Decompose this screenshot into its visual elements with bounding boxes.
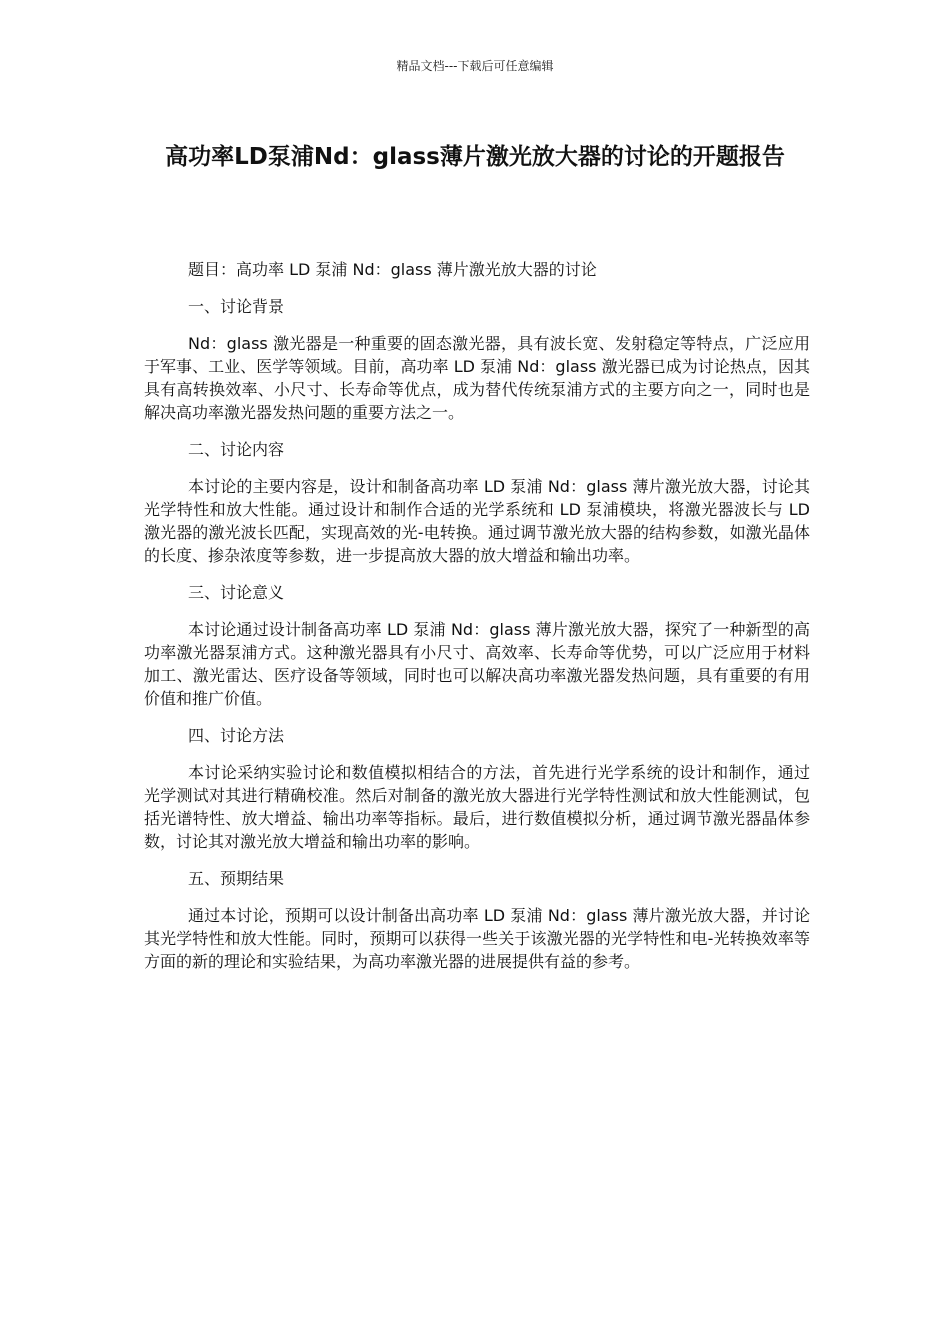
- section-heading-method: 四、讨论方法: [188, 726, 285, 745]
- section-paragraph-background: Nd：glass 激光器是一种重要的固态激光器，具有波长宽、发射稳定等特点，广泛应用于军事、工业、医学等领域。目前，高功率 LD 泵浦 Nd：glass 激光器已成为讨论热点，因其具有高转换效率、小尺寸、长寿命等优点，成为替代传统泵浦方式的主要方向之一，同时也是解决高功率激光器发热问题的重要方法之一。: [144, 334, 810, 422]
- section-heading-background: 一、讨论背景: [188, 297, 285, 316]
- section-paragraph-content: 本讨论的主要内容是，设计和制备高功率 LD 泵浦 Nd：glass 薄片激光放大器，讨论其光学特性和放大性能。通过设计和制作合适的光学系统和 LD 泵浦模块，将激光器波长与 LD 激光器的激光波长匹配，实现高效的光-电转换。通过调节激光放大器的结构参数，如激光晶体的长度、掺杂浓度等参数，进一步提高放大器的放大增益和输出功率。: [144, 477, 810, 565]
- section-heading-expected-results: 五、预期结果: [188, 869, 285, 888]
- section-heading-significance: 三、讨论意义: [188, 583, 285, 602]
- section-paragraph-method: 本讨论采纳实验讨论和数值模拟相结合的方法，首先进行光学系统的设计和制作，通过光学测试对其进行精确校准。然后对制备的激光放大器进行光学特性测试和放大性能测试，包括光谱特性、放大增益、输出功率等指标。最后，进行数值模拟分析，通过调节激光器晶体参数，讨论其对激光放大增益和输出功率的影响。: [144, 763, 810, 851]
- subject-line: 题目：高功率 LD 泵浦 Nd：glass 薄片激光放大器的讨论: [188, 260, 597, 279]
- section-paragraph-expected-results: 通过本讨论，预期可以设计制备出高功率 LD 泵浦 Nd：glass 薄片激光放大器，并讨论其光学特性和放大性能。同时，预期可以获得一些关于该激光器的光学特性和电-光转换效率等方面的新的理论和实验结果，为高功率激光器的进展提供有益的参考。: [144, 906, 810, 971]
- section-heading-content: 二、讨论内容: [188, 440, 285, 459]
- document-title: 高功率LD泵浦Nd：glass薄片激光放大器的讨论的开题报告: [165, 144, 785, 170]
- document-body: [144, 258, 810, 987]
- page-header: 精品文档---下载后可任意编辑: [396, 59, 554, 73]
- section-paragraph-significance: 本讨论通过设计制备高功率 LD 泵浦 Nd：glass 薄片激光放大器，探究了一种新型的高功率激光器泵浦方式。这种激光器具有小尺寸、高效率、长寿命等优势，可以广泛应用于材料加工、激光雷达、医疗设备等领域，同时也可以解决高功率激光器发热问题，具有重要的有用价值和推广价值。: [144, 620, 810, 708]
